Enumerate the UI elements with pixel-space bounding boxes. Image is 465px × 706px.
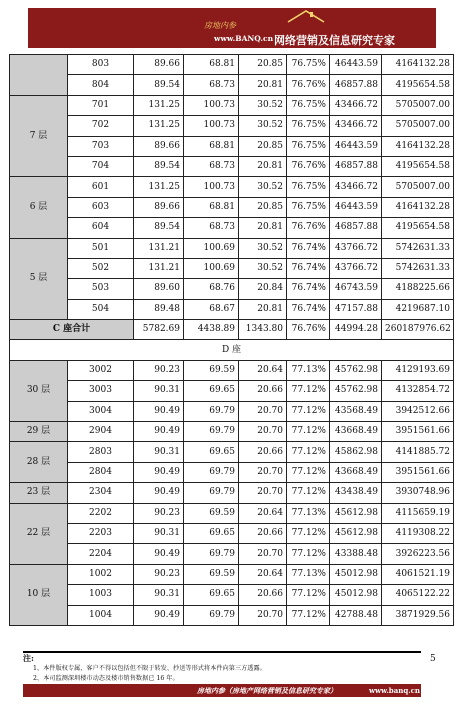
floor-label: 29 层: [10, 422, 68, 442]
table-cell: 704: [68, 156, 134, 176]
floor-label: [10, 55, 68, 96]
table-cell: 89.60: [134, 279, 184, 299]
table-cell: 77.12%: [287, 544, 330, 564]
table-cell: 804: [68, 75, 134, 95]
table-cell: 4115659.19: [382, 503, 454, 523]
table-cell: 603: [68, 197, 134, 217]
table-row: [10, 238, 454, 258]
table-cell: 45762.98: [330, 360, 382, 380]
total-label: C 座合计: [10, 320, 134, 340]
table-row: [10, 422, 454, 442]
table-row: [10, 218, 454, 238]
table-cell: 43466.72: [330, 95, 382, 115]
table-cell: 501: [68, 238, 134, 258]
table-cell: 68.76: [184, 279, 239, 299]
table-cell: 2202: [68, 503, 134, 523]
table-cell: 43438.49: [330, 483, 382, 503]
table-cell: 4188225.66: [382, 279, 454, 299]
table-row: [10, 360, 454, 380]
table-cell: 77.13%: [287, 503, 330, 523]
table-cell: 803: [68, 55, 134, 75]
table-row: [10, 55, 454, 75]
table-row: [10, 442, 454, 462]
table-cell: 89.66: [134, 55, 184, 75]
table-cell: 43466.72: [330, 177, 382, 197]
table-cell: 77.13%: [287, 564, 330, 584]
table-row: [10, 523, 454, 543]
table-cell: 43388.48: [330, 544, 382, 564]
table-cell: 20.85: [239, 55, 287, 75]
notes-box: [23, 651, 421, 682]
table-cell: 43568.49: [330, 401, 382, 421]
floor-label: 10 层: [10, 564, 68, 625]
table-row: [10, 177, 454, 197]
floor-label: 30 层: [10, 360, 68, 421]
table-cell: 76.75%: [287, 95, 330, 115]
table-row: [10, 116, 454, 136]
table-cell: 77.12%: [287, 462, 330, 482]
table-cell: 76.75%: [287, 197, 330, 217]
header-banner: [28, 8, 436, 48]
table-cell: 76.74%: [287, 279, 330, 299]
table-cell: 20.70: [239, 483, 287, 503]
table-cell: 20.70: [239, 401, 287, 421]
table-cell: 2304: [68, 483, 134, 503]
notes-line-2: 2、本司监测深圳楼市动态及楼市销售数据已 16 年。: [33, 675, 179, 682]
table-cell: 20.85: [239, 136, 287, 156]
table-cell: 69.79: [184, 462, 239, 482]
table-cell: 2804: [68, 462, 134, 482]
table-cell: 90.49: [134, 401, 184, 421]
table-row: [10, 544, 454, 564]
table-cell: 89.54: [134, 156, 184, 176]
table-cell: 46857.88: [330, 156, 382, 176]
table-cell: 69.79: [184, 422, 239, 442]
table-cell: 701: [68, 95, 134, 115]
floor-label: 5 层: [10, 238, 68, 320]
table-cell: 68.73: [184, 75, 239, 95]
table-row: [10, 299, 454, 319]
table-cell: 77.12%: [287, 401, 330, 421]
table-cell: 69.79: [184, 401, 239, 421]
table-cell: 90.49: [134, 422, 184, 442]
table-cell: 131.21: [134, 238, 184, 258]
table-cell: 1002: [68, 564, 134, 584]
table-cell: 5742631.33: [382, 258, 454, 278]
table-cell: 4164132.28: [382, 136, 454, 156]
footer-banner: [23, 684, 421, 697]
table-cell: 90.23: [134, 564, 184, 584]
table-cell: 4129193.69: [382, 360, 454, 380]
table-cell: 45612.98: [330, 503, 382, 523]
floor-label: 6 层: [10, 177, 68, 238]
table-cell: 45012.98: [330, 585, 382, 605]
table-cell: 68.67: [184, 299, 239, 319]
table-row: [10, 401, 454, 421]
table-row: [10, 197, 454, 217]
table-cell: 43668.49: [330, 462, 382, 482]
table-cell: 20.81: [239, 218, 287, 238]
table-cell: 77.13%: [287, 360, 330, 380]
table-cell: 90.49: [134, 462, 184, 482]
table-cell: 68.81: [184, 55, 239, 75]
table-cell: 77.12%: [287, 483, 330, 503]
table-cell: 20.85: [239, 197, 287, 217]
table-cell: 30.52: [239, 177, 287, 197]
table-cell: 69.79: [184, 544, 239, 564]
table-cell: 76.74%: [287, 258, 330, 278]
table-cell: 20.70: [239, 544, 287, 564]
table-cell: 89.54: [134, 218, 184, 238]
table-cell: 3926223.56: [382, 544, 454, 564]
table-cell: 69.65: [184, 442, 239, 462]
notes-line-1: 1、本件版权专属，客户不得以包括但不限于转发、抄送等形式将本件向第三方透露。: [33, 665, 266, 672]
table-cell: 20.66: [239, 585, 287, 605]
total-cell: 76.76%: [287, 320, 330, 340]
table-cell: 89.66: [134, 197, 184, 217]
table-cell: 131.21: [134, 258, 184, 278]
table-cell: 89.48: [134, 299, 184, 319]
table-cell: 20.81: [239, 299, 287, 319]
table-row: [10, 279, 454, 299]
table-cell: 5742631.33: [382, 238, 454, 258]
table-cell: 4119308.22: [382, 523, 454, 543]
table-cell: 100.73: [184, 177, 239, 197]
table-cell: 76.75%: [287, 136, 330, 156]
table-cell: 4065122.22: [382, 585, 454, 605]
table-cell: 45012.98: [330, 564, 382, 584]
table-cell: 3951561.66: [382, 462, 454, 482]
total-cell: 260187976.62: [382, 320, 454, 340]
table-cell: 43466.72: [330, 116, 382, 136]
table-cell: 90.23: [134, 503, 184, 523]
table-cell: 2904: [68, 422, 134, 442]
table-cell: 69.59: [184, 564, 239, 584]
table-cell: 3930748.96: [382, 483, 454, 503]
table-cell: 3951561.66: [382, 422, 454, 442]
logo-url: www.BANQ.cn: [214, 34, 274, 43]
table-row: [10, 95, 454, 115]
table-cell: 90.49: [134, 483, 184, 503]
footer-url: www.banq.cn: [369, 686, 421, 695]
table-cell: 20.66: [239, 523, 287, 543]
table-cell: 77.12%: [287, 585, 330, 605]
table-cell: 20.70: [239, 422, 287, 442]
table-cell: 89.66: [134, 136, 184, 156]
table-cell: 77.12%: [287, 605, 330, 625]
table-cell: 100.69: [184, 258, 239, 278]
table-cell: 77.12%: [287, 523, 330, 543]
table-cell: 77.12%: [287, 442, 330, 462]
table-cell: 4219687.10: [382, 299, 454, 319]
table-cell: 131.25: [134, 116, 184, 136]
table-cell: 4195654.58: [382, 218, 454, 238]
table-cell: 20.66: [239, 442, 287, 462]
table-cell: 77.12%: [287, 381, 330, 401]
total-cell: 4438.89: [184, 320, 239, 340]
table-row: [10, 585, 454, 605]
table-row: [10, 75, 454, 95]
table-cell: 68.81: [184, 136, 239, 156]
table-cell: 2203: [68, 523, 134, 543]
table-cell: 46857.88: [330, 75, 382, 95]
table-row: [10, 605, 454, 625]
table-cell: 90.49: [134, 544, 184, 564]
table-cell: 45762.98: [330, 381, 382, 401]
table-cell: 20.66: [239, 381, 287, 401]
total-cell: 5782.69: [134, 320, 184, 340]
table-cell: 45612.98: [330, 523, 382, 543]
table-cell: 3002: [68, 360, 134, 380]
table-cell: 69.65: [184, 523, 239, 543]
table-cell: 4141885.72: [382, 442, 454, 462]
table-cell: 68.73: [184, 218, 239, 238]
table-cell: 2204: [68, 544, 134, 564]
table-cell: 20.64: [239, 564, 287, 584]
table-cell: 100.69: [184, 238, 239, 258]
table-cell: 604: [68, 218, 134, 238]
table-cell: 69.59: [184, 503, 239, 523]
table-cell: 601: [68, 177, 134, 197]
section-title: D 座: [10, 340, 454, 360]
table-cell: 69.79: [184, 483, 239, 503]
table-cell: 46443.59: [330, 197, 382, 217]
table-cell: 76.76%: [287, 156, 330, 176]
table-cell: 3942512.66: [382, 401, 454, 421]
table-cell: 4164132.28: [382, 197, 454, 217]
table-cell: 90.31: [134, 585, 184, 605]
table-cell: 90.31: [134, 442, 184, 462]
floor-label: 7 层: [10, 95, 68, 177]
table-cell: 76.75%: [287, 177, 330, 197]
table-row: [10, 258, 454, 278]
table-cell: 20.81: [239, 156, 287, 176]
table-cell: 503: [68, 279, 134, 299]
table-cell: 89.54: [134, 75, 184, 95]
table-cell: 30.52: [239, 238, 287, 258]
table-cell: 90.31: [134, 523, 184, 543]
notes-title: 注:: [23, 653, 34, 663]
logo-slogan: 房地内参: [204, 21, 236, 30]
table-cell: 46443.59: [330, 136, 382, 156]
table-cell: 5705007.00: [382, 95, 454, 115]
table-cell: 3871929.56: [382, 605, 454, 625]
table-cell: 69.79: [184, 605, 239, 625]
table-cell: 69.65: [184, 381, 239, 401]
table-cell: 3004: [68, 401, 134, 421]
table-cell: 703: [68, 136, 134, 156]
table-cell: 4132854.72: [382, 381, 454, 401]
total-cell: 1343.80: [239, 320, 287, 340]
table-cell: 1004: [68, 605, 134, 625]
table-cell: 131.25: [134, 95, 184, 115]
unit-price-table: [9, 54, 454, 626]
table-cell: 43766.72: [330, 238, 382, 258]
table-cell: 43668.49: [330, 422, 382, 442]
table-cell: 90.49: [134, 605, 184, 625]
table-cell: 4195654.58: [382, 75, 454, 95]
table-cell: 4164132.28: [382, 55, 454, 75]
table-cell: 43766.72: [330, 258, 382, 278]
table-cell: 20.64: [239, 360, 287, 380]
table-row: [10, 136, 454, 156]
table-cell: 76.75%: [287, 116, 330, 136]
table-cell: 100.73: [184, 116, 239, 136]
table-row: [10, 462, 454, 482]
table-cell: 702: [68, 116, 134, 136]
table-cell: 46857.88: [330, 218, 382, 238]
total-cell: 44994.28: [330, 320, 382, 340]
table-row: [10, 381, 454, 401]
table-cell: 20.70: [239, 605, 287, 625]
table-cell: 46743.59: [330, 279, 382, 299]
table-cell: 4061521.19: [382, 564, 454, 584]
table-cell: 5705007.00: [382, 116, 454, 136]
table-cell: 5705007.00: [382, 177, 454, 197]
table-cell: 30.52: [239, 116, 287, 136]
table-cell: 77.12%: [287, 422, 330, 442]
floor-label: 23 层: [10, 483, 68, 503]
table-cell: 76.75%: [287, 55, 330, 75]
table-cell: 20.64: [239, 503, 287, 523]
table-cell: 90.31: [134, 381, 184, 401]
table-cell: 76.74%: [287, 238, 330, 258]
table-cell: 20.70: [239, 462, 287, 482]
table-cell: 2803: [68, 442, 134, 462]
table-cell: 47157.88: [330, 299, 382, 319]
table-cell: 100.73: [184, 95, 239, 115]
table-cell: 68.81: [184, 197, 239, 217]
table-cell: 504: [68, 299, 134, 319]
floor-label: 28 层: [10, 442, 68, 483]
table-row: [10, 564, 454, 584]
table-cell: 42788.48: [330, 605, 382, 625]
org-tagline: 网络营销及信息研究专家: [274, 34, 395, 47]
table-cell: 502: [68, 258, 134, 278]
page-number: 5: [430, 654, 436, 664]
table-cell: 30.52: [239, 95, 287, 115]
table-cell: 68.73: [184, 156, 239, 176]
table-cell: 20.81: [239, 75, 287, 95]
table-cell: 131.25: [134, 177, 184, 197]
table-cell: 46443.59: [330, 55, 382, 75]
floor-label: 22 层: [10, 503, 68, 564]
house-logo-icon: [286, 9, 326, 23]
table-cell: 69.65: [184, 585, 239, 605]
table-row: [10, 483, 454, 503]
table-cell: 30.52: [239, 258, 287, 278]
table-row: [10, 503, 454, 523]
footer-text: 房地内参（房地产网络营销及信息研究专家）: [197, 686, 337, 695]
table-cell: 69.59: [184, 360, 239, 380]
table-cell: 45862.98: [330, 442, 382, 462]
table-cell: 20.84: [239, 279, 287, 299]
section-row: [10, 340, 454, 360]
table-cell: 76.74%: [287, 299, 330, 319]
table-cell: 1003: [68, 585, 134, 605]
table-cell: 76.76%: [287, 218, 330, 238]
table-cell: 90.23: [134, 360, 184, 380]
table-cell: 4195654.58: [382, 156, 454, 176]
table-cell: 3003: [68, 381, 134, 401]
table-cell: 76.76%: [287, 75, 330, 95]
table-row: [10, 156, 454, 176]
total-row: [10, 320, 454, 340]
